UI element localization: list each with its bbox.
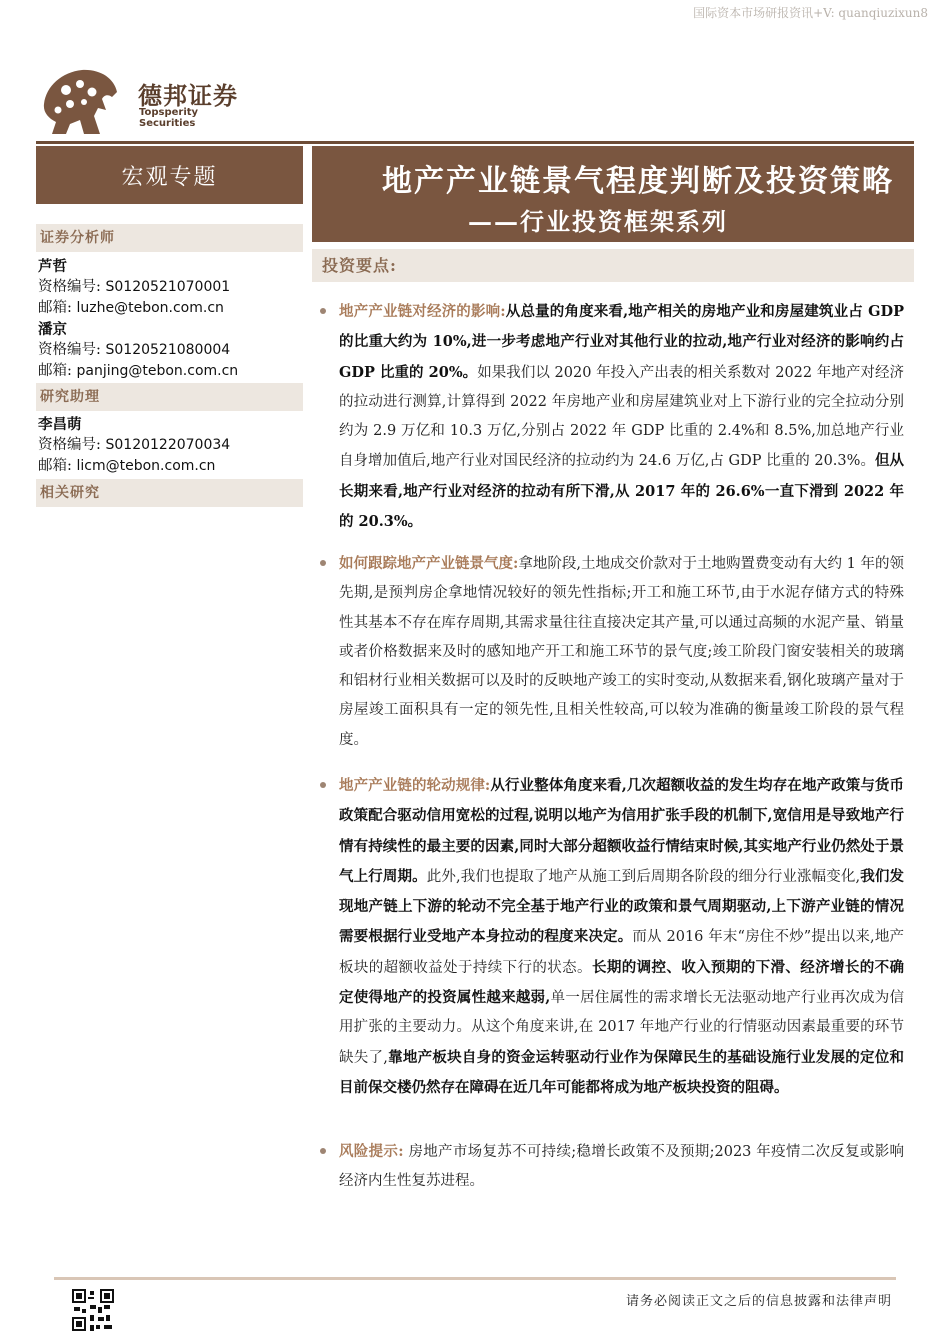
- key-point: [339, 771, 904, 1103]
- key-point-lead: 如何跟踪地产产业链景气度:: [339, 555, 519, 572]
- analyst-name: 芦哲: [38, 258, 67, 275]
- analyst-email: [38, 361, 300, 382]
- analyst-email: [38, 298, 300, 319]
- brand-logo: [40, 64, 250, 136]
- bullet-icon: [320, 560, 326, 566]
- key-point-text: 房地产市场复苏不可持续;稳增长政策不及预期;2023 年疫情二次反复或影响经济内生性复苏进程。: [339, 1144, 904, 1190]
- key-point-text: 而从 2016 年末“房住不炒”提出以来,地产板块的超额收益处于持续下行的状态。: [339, 929, 904, 976]
- qr-code-icon: [72, 1289, 114, 1331]
- email-label: 邮箱:: [38, 363, 72, 379]
- key-point-lead: 地产产业链对经济的影响:: [339, 303, 506, 320]
- report-title-box: [312, 146, 914, 242]
- analyst-name: 潘京: [38, 321, 67, 338]
- assistant-header: 研究助理: [36, 383, 303, 411]
- key-point-text: 如果我们以 2020 年投入产出表的相关系数对 2022 年地产对经济的拉动进行测算,计算得到 2022 年房地产业和房屋建筑业对上下游行业的完全拉动分别约为 2.9 万亿和 10.3 万亿,分别占 2022 年 GDP 比重的 2.4%和 8.5%,加总地产行业自身增加值后,地产行业对国民经济的拉动约为 24.6 万亿,占 GDP 比重的 20.3%。: [339, 364, 904, 470]
- key-point-lead: 风险提示:: [339, 1143, 404, 1160]
- footer-disclaimer: 请务必阅读正文之后的信息披露和法律声明: [625, 1294, 892, 1309]
- key-point-text: 长期的调控、收入预期的下滑、经济增长的不确定使得地产的投资属性越来越弱,: [339, 958, 905, 1007]
- brand-name-en: Topsperity Securities: [139, 107, 199, 129]
- email-label: 邮箱:: [38, 458, 72, 474]
- cert-label: 资格编号:: [38, 342, 101, 358]
- related-research-header: 相关研究: [36, 479, 303, 507]
- header-divider: [36, 141, 914, 144]
- assistant-email: [38, 456, 300, 477]
- report-subtitle: ——行业投资框架系列: [468, 207, 728, 236]
- brand-name-cn: 德邦证券: [138, 82, 238, 110]
- footer-divider: [54, 1277, 896, 1280]
- leopard-logo-icon: [40, 64, 120, 136]
- key-point-text: 靠地产板块自身的资金运转驱动行业作为保障民生的基础设施行业发展的定位和目前保交楼仍然存在障碍在近几年可能都将成为地产板块投资的阻碍。: [339, 1048, 905, 1096]
- key-points-header: 投资要点:: [312, 249, 914, 282]
- key-point-lead: 地产产业链的轮动规律:: [339, 777, 491, 794]
- analyst-cert: [38, 277, 300, 298]
- bullet-icon: [320, 1148, 326, 1154]
- cert-label: 资格编号:: [38, 437, 101, 453]
- analyst-card: [38, 256, 300, 382]
- cert-number: S0120521080004: [105, 342, 231, 358]
- key-point-text: 单一居住属性的需求增长无法驱动地产行业再次成为信用扩张的主要动力。从这个角度来讲,在 2017 年地产行业的行情驱动因素最重要的环节缺失了,: [339, 990, 905, 1066]
- email-link[interactable]: luzhe@tebon.com.cn: [76, 300, 224, 316]
- report-title: 地产产业链景气程度判断及投资策略: [382, 164, 894, 199]
- bullet-icon: [320, 308, 326, 314]
- cert-number: S0120122070034: [105, 437, 231, 453]
- email-link[interactable]: panjing@tebon.com.cn: [76, 363, 239, 379]
- key-point-text: 但从长期来看,地产行业对经济的拉动有所下滑,从 2017 年的 26.6%一直下滑到 2022 年的 20.3%。: [339, 452, 905, 531]
- watermark-text: 国际资本市场研报资讯+V: quanqiuzixun8: [693, 6, 928, 20]
- email-label: 邮箱:: [38, 300, 72, 316]
- key-point: [339, 297, 904, 537]
- cert-number: S0120521070001: [105, 279, 231, 295]
- cert-label: 资格编号:: [38, 279, 101, 295]
- key-point-text: 我们发现地产链上下游的轮动不完全基于地产行业的政策和景气周期驱动,上下游产业链的情况需要根据行业受地产本身拉动的程度来决定。: [339, 867, 905, 946]
- key-point-text: 从行业整体角度来看,几次超额收益的发生均存在地产政策与货币政策配合驱动信用宽松的过程,说明以地产为信用扩张手段的机制下,宽信用是导致地产行情有持续性的最主要的因素,同时大部分超额收益行情结束时候,其实地产行业仍然处于景气上行周期。: [339, 777, 904, 885]
- key-point-text: 从总量的角度来看,地产相关的房地产业和房屋建筑业占 GDP 的比重大约为 10%,进一步考虑地产行业对其他行业的拉动,地产行业对经济的影响约占 GDP 比重的 20%。: [339, 303, 904, 381]
- key-point: [339, 1137, 904, 1197]
- assistant-name: 李昌萌: [38, 416, 82, 433]
- analyst-cert: [38, 340, 300, 361]
- report-category: 宏观专题: [36, 146, 303, 204]
- assistant-cert: [38, 435, 300, 456]
- bullet-icon: [320, 782, 326, 788]
- email-link[interactable]: licm@tebon.com.cn: [76, 458, 216, 474]
- analysts-header: 证券分析师: [36, 224, 303, 252]
- key-point-text: 此外,我们也提取了地产从施工到后周期各阶段的细分行业涨幅变化,: [426, 868, 861, 885]
- key-point: [339, 549, 904, 755]
- key-point-text: 拿地阶段,土地成交价款对于土地购置费变动有大约 1 年的领先期,是预判房企拿地情况较好的领先性指标;开工和施工环节,由于水泥存储方式的特殊性其基本不存在库存周期,其需求量往往直接决定其产量,可以通过高频的水泥产量、销量或者价格数据来及时的感知地产开工和施工环节的景气度;竣工阶段门窗安装相关的玻璃和铝材行业相关数据可以及时的反映地产竣工的实时变动,从数据来看,钢化玻璃产量对于房屋竣工面积具有一定的领先性,且相关性较高,可以较为准确的衡量竣工阶段的景气程度。: [339, 556, 904, 748]
- assistant-card: [38, 414, 300, 477]
